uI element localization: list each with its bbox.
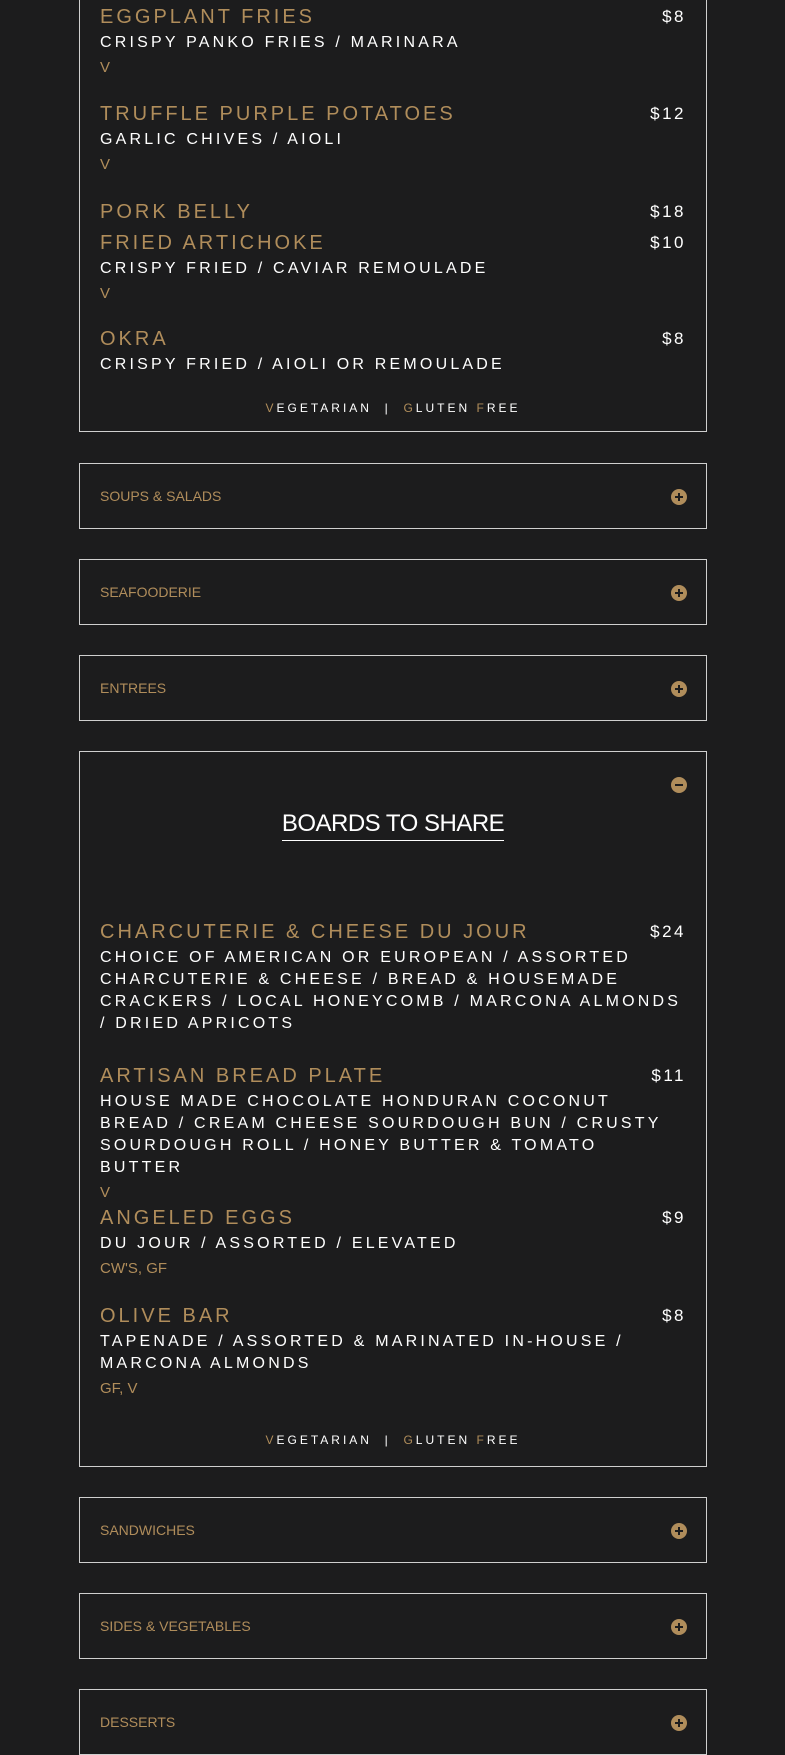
item-name: ANGELED EGGS bbox=[100, 1207, 295, 1229]
item-name: ARTISAN BREAD PLATE bbox=[100, 1065, 386, 1087]
section-heading: BOARDS TO SHARE bbox=[80, 810, 706, 841]
item-name: TRUFFLE PURPLE POTATOES bbox=[100, 103, 456, 125]
item-price: $18 bbox=[650, 202, 686, 221]
item-name: PORK BELLY bbox=[100, 201, 254, 223]
menu-item bbox=[100, 920, 686, 1035]
section-entrees[interactable] bbox=[79, 655, 707, 721]
item-description: CRISPY FRIED / AIOLI OR REMOULADE bbox=[100, 356, 505, 373]
item-price: $11 bbox=[651, 1066, 686, 1085]
item-description: CHOICE OF AMERICAN OR EUROPEAN / ASSORTED CHARCUTERIE & CHEESE / BREAD & HOUSEMADE CRACKERS / LOCAL HONEYCOMB / MARCONA ALMONDS / DRIED APRICOTS bbox=[100, 949, 682, 1032]
item-price: $12 bbox=[650, 104, 686, 123]
menu-item bbox=[100, 1304, 686, 1399]
menu-section-appetizers bbox=[79, 0, 707, 432]
item-price: $9 bbox=[662, 1208, 686, 1227]
section-seafooderie[interactable] bbox=[79, 559, 707, 625]
section-sandwiches[interactable] bbox=[79, 1497, 707, 1563]
item-description: CRISPY PANKO FRIES / MARINARA bbox=[100, 34, 461, 51]
menu-item bbox=[100, 231, 686, 304]
item-description: TAPENADE / ASSORTED & MARINATED IN-HOUSE / MARCONA ALMONDS bbox=[100, 1333, 624, 1372]
item-price: $8 bbox=[662, 329, 686, 348]
minus-circle-icon[interactable] bbox=[671, 777, 687, 793]
section-title: SANDWICHES bbox=[100, 1522, 195, 1538]
item-diet-tag: V bbox=[100, 285, 111, 302]
plus-circle-icon[interactable] bbox=[671, 681, 687, 697]
section-sides-vegetables[interactable] bbox=[79, 1593, 707, 1659]
section-title: ENTREES bbox=[100, 680, 167, 696]
item-name: FRIED ARTICHOKE bbox=[100, 232, 326, 254]
item-description: DU JOUR / ASSORTED / ELEVATED bbox=[100, 1235, 459, 1252]
item-name: OKRA bbox=[100, 328, 169, 350]
item-price: $8 bbox=[662, 1306, 686, 1325]
section-title: SEAFOODERIE bbox=[100, 584, 202, 600]
item-name: OLIVE BAR bbox=[100, 1305, 233, 1327]
item-price: $24 bbox=[650, 922, 686, 941]
section-title: DESSERTS bbox=[100, 1714, 176, 1730]
item-diet-tag: V bbox=[100, 156, 111, 173]
item-price: $8 bbox=[662, 7, 686, 26]
item-diet-tag: V bbox=[100, 1184, 111, 1201]
diet-legend: VEGETARIAN | GLUTEN FREE bbox=[265, 1433, 521, 1447]
plus-circle-icon[interactable] bbox=[671, 1523, 687, 1539]
menu-item bbox=[100, 1064, 686, 1203]
item-description: HOUSE MADE CHOCOLATE HONDURAN COCONUT BREAD / CREAM CHEESE SOURDOUGH BUN / CRUSTY SOURDOUGH ROLL / HONEY BUTTER & TOMATO BUTTER bbox=[100, 1093, 662, 1176]
section-title: SIDES & VEGETABLES bbox=[100, 1618, 251, 1634]
item-diet-tag: GF, V bbox=[100, 1380, 138, 1397]
plus-circle-icon[interactable] bbox=[671, 585, 687, 601]
item-name: CHARCUTERIE & CHEESE DU JOUR bbox=[100, 921, 530, 943]
item-diet-tag: V bbox=[100, 59, 111, 76]
plus-circle-icon[interactable] bbox=[671, 1619, 687, 1635]
item-description: GARLIC CHIVES / AIOLI bbox=[100, 131, 345, 148]
menu-item bbox=[100, 200, 686, 224]
item-description: CRISPY FRIED / CAVIAR REMOULADE bbox=[100, 260, 489, 277]
menu-item bbox=[100, 327, 686, 376]
menu-item bbox=[100, 102, 686, 175]
plus-circle-icon[interactable] bbox=[671, 1715, 687, 1731]
diet-legend: VEGETARIAN | GLUTEN FREE bbox=[265, 401, 521, 415]
item-price: $10 bbox=[650, 233, 686, 252]
menu-item bbox=[100, 5, 686, 78]
item-diet-tag: CW'S, GF bbox=[100, 1260, 168, 1277]
section-title: SOUPS & SALADS bbox=[100, 488, 222, 504]
menu-item bbox=[100, 1206, 686, 1279]
item-name: EGGPLANT FRIES bbox=[100, 6, 316, 28]
section-desserts[interactable] bbox=[79, 1689, 707, 1755]
section-soups-salads[interactable] bbox=[79, 463, 707, 529]
plus-circle-icon[interactable] bbox=[671, 489, 687, 505]
section-boards-to-share bbox=[79, 751, 707, 1467]
